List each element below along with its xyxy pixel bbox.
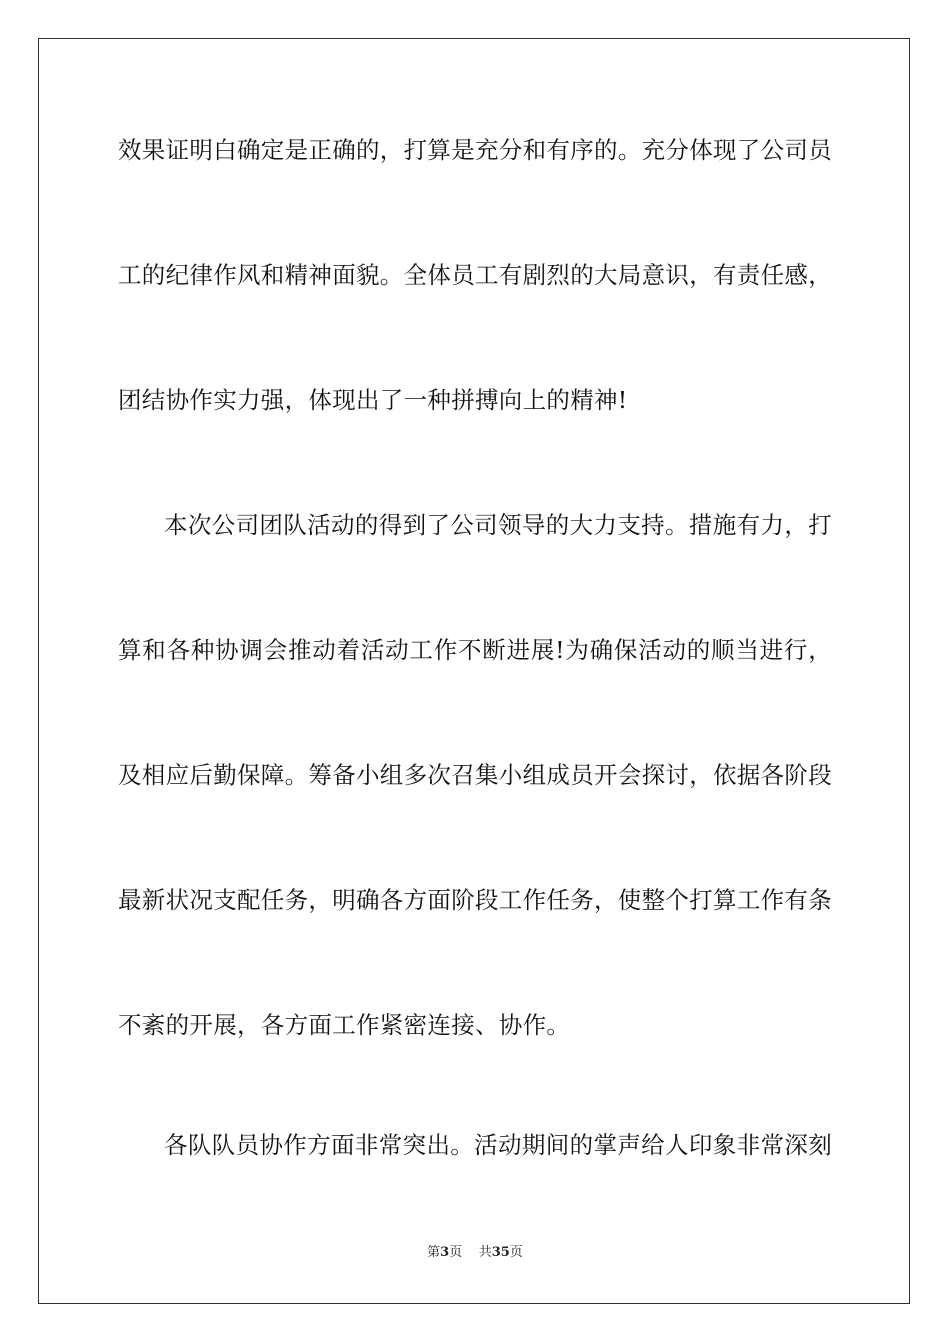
page-border — [38, 38, 910, 1304]
body-line-5: 算和各种协调会推动着活动工作不断进展!为确保活动的顺当进行， — [118, 636, 832, 664]
total-prefix: 共 — [478, 1245, 492, 1260]
body-line-4: 本次公司团队活动的得到了公司领导的大力支持。措施有力，打 — [164, 511, 832, 539]
body-line-9: 各队队员协作方面非常突出。活动期间的掌声给人印象非常深刻 — [164, 1131, 832, 1159]
total-pages: 35 — [491, 1245, 510, 1260]
page-suffix: 页 — [449, 1245, 463, 1260]
body-line-7: 最新状况支配任务，明确各方面阶段工作任务，使整个打算工作有条 — [118, 886, 832, 914]
body-line-3: 团结协作实力强，体现出了一种拼搏向上的精神! — [118, 386, 628, 414]
body-line-2: 工的纪律作风和精神面貌。全体员工有剧烈的大局意识，有责任感， — [118, 261, 832, 289]
body-line-8: 不紊的开展，各方面工作紧密连接、协作。 — [118, 1011, 571, 1039]
body-line-1: 效果证明白确定是正确的，打算是充分和有序的。充分体现了公司员 — [118, 136, 832, 164]
page-footer — [0, 1244, 950, 1262]
page-prefix: 第 — [427, 1245, 441, 1260]
total-suffix: 页 — [509, 1245, 523, 1260]
body-line-6: 及相应后勤保障。筹备小组多次召集小组成员开会探讨，依据各阶段 — [118, 761, 832, 789]
page-number: 3 — [440, 1245, 450, 1260]
